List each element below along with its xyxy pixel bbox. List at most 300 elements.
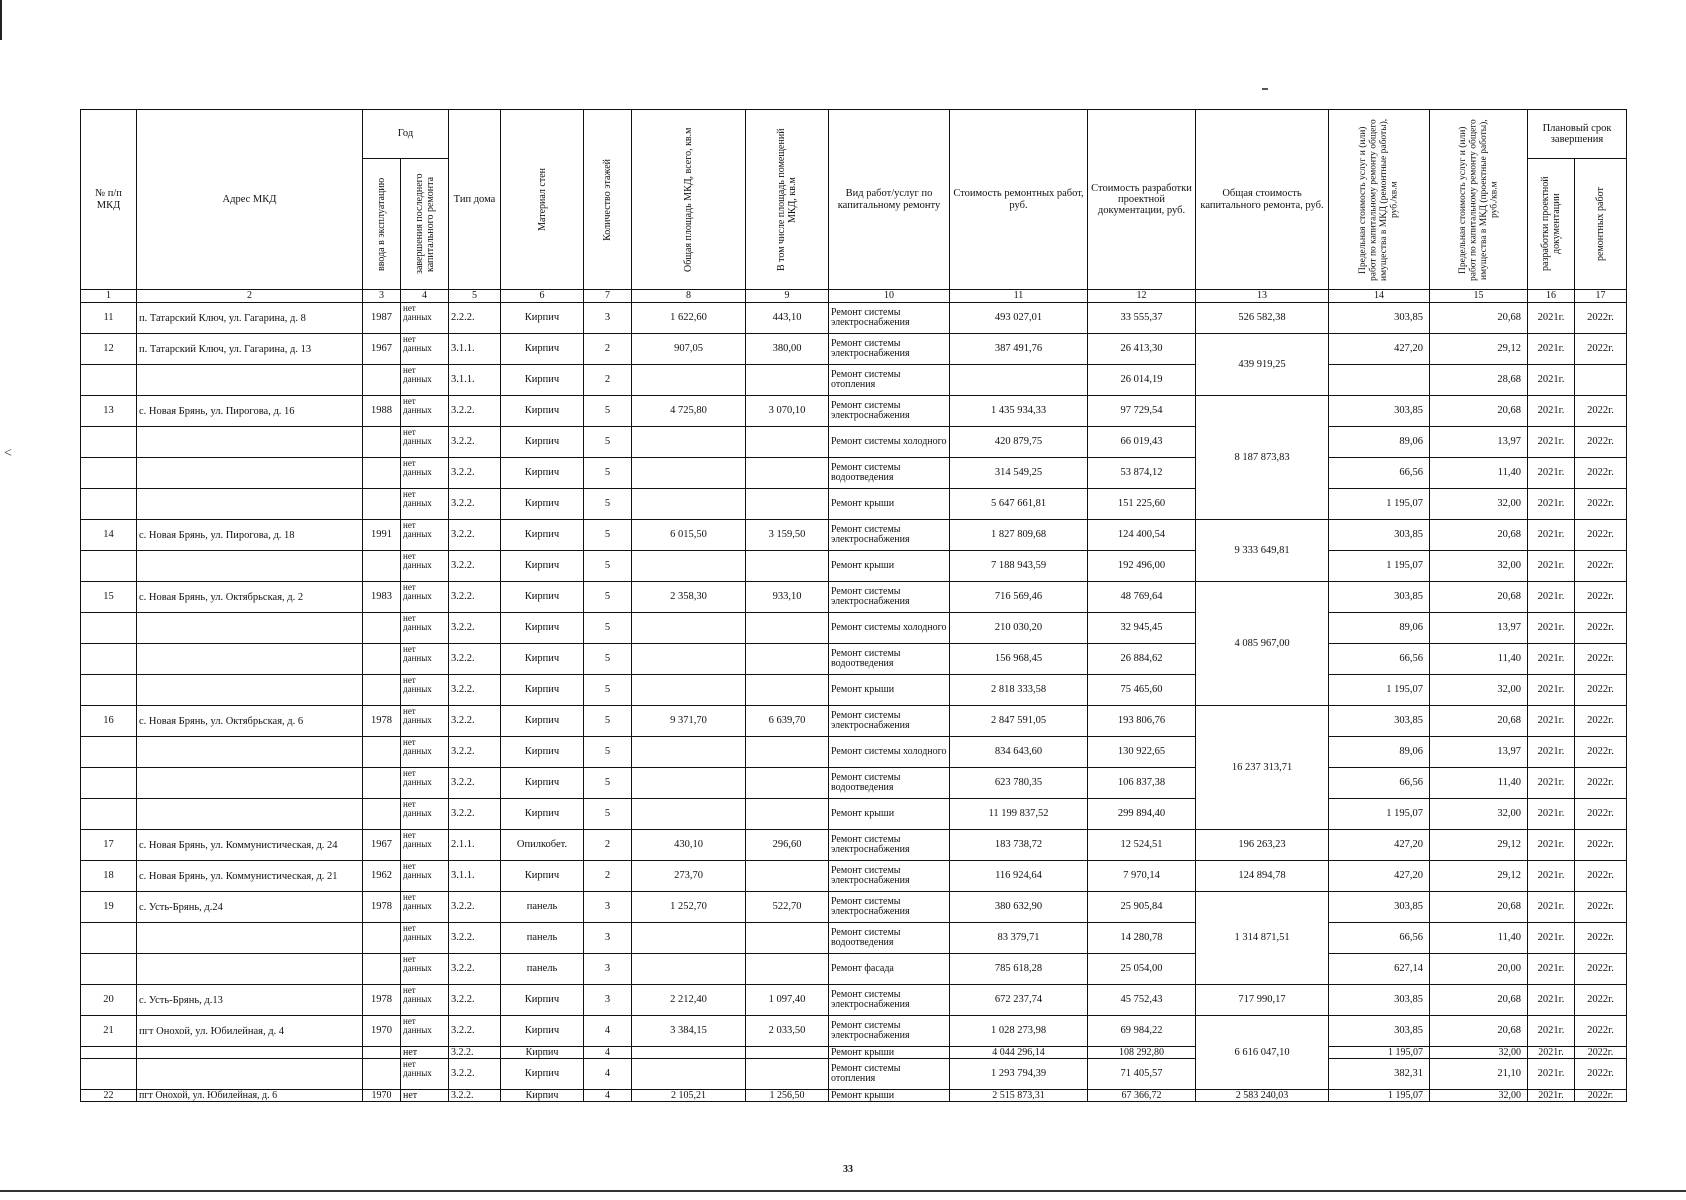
col-header-limit-design: Предельная стоимость услуг и (или) работ по капитальному ремонту общего имущества в МКД (проектные работы), руб./кв.м xyxy=(1430,110,1528,290)
premises-area-cell xyxy=(746,768,829,799)
address-cell xyxy=(137,1059,363,1090)
work-type-cell: Ремонт системы электроснабжения xyxy=(829,334,950,365)
table-row xyxy=(81,923,1627,954)
design-cost-cell: 192 496,00 xyxy=(1088,551,1196,582)
year-commission-cell xyxy=(363,613,401,644)
limit-design-cell: 28,68 xyxy=(1430,365,1528,396)
wall-material-cell: панель xyxy=(501,923,584,954)
limit-design-cell: 11,40 xyxy=(1430,644,1528,675)
table-body xyxy=(81,303,1627,1102)
address-cell: с. Новая Брянь, ул. Пирогова, д. 18 xyxy=(137,520,363,551)
floors-cell: 5 xyxy=(584,458,632,489)
repair-register-table xyxy=(80,109,1627,1102)
row-number: 20 xyxy=(81,985,137,1016)
design-cost-cell: 108 292,80 xyxy=(1088,1047,1196,1059)
repair-cost-cell: 5 647 661,81 xyxy=(950,489,1088,520)
row-number: 14 xyxy=(81,520,137,551)
repair-cost-cell: 4 044 296,14 xyxy=(950,1047,1088,1059)
floors-cell: 5 xyxy=(584,799,632,830)
wall-material-cell: Кирпич xyxy=(501,1047,584,1059)
address-cell: п. Татарский Ключ, ул. Гагарина, д. 8 xyxy=(137,303,363,334)
limit-design-cell: 21,10 xyxy=(1430,1059,1528,1090)
work-type-cell: Ремонт системы электроснабжения xyxy=(829,861,950,892)
house-type-cell: 3.2.2. xyxy=(449,582,501,613)
address-cell xyxy=(137,768,363,799)
limit-repair-cell: 627,14 xyxy=(1329,954,1430,985)
planned-repair-cell: 2022г. xyxy=(1575,892,1627,923)
total-cost-cell: 16 237 313,71 xyxy=(1196,706,1329,830)
col-header-planned-repair: ремонтных работ xyxy=(1575,159,1627,290)
floors-cell: 5 xyxy=(584,706,632,737)
design-cost-cell: 66 019,43 xyxy=(1088,427,1196,458)
total-area-cell xyxy=(632,1047,746,1059)
wall-material-cell: Кирпич xyxy=(501,985,584,1016)
wall-material-cell: панель xyxy=(501,954,584,985)
planned-repair-cell: 2022г. xyxy=(1575,1016,1627,1047)
table-row xyxy=(81,613,1627,644)
table-row xyxy=(81,985,1627,1016)
wall-material-cell: Кирпич xyxy=(501,458,584,489)
column-number: 1 xyxy=(81,290,137,303)
repair-cost-cell: 672 237,74 xyxy=(950,985,1088,1016)
premises-area-cell xyxy=(746,1047,829,1059)
year-commission-cell xyxy=(363,458,401,489)
address-cell: с. Новая Брянь, ул. Октябрьская, д. 6 xyxy=(137,706,363,737)
table-row xyxy=(81,458,1627,489)
column-number-row xyxy=(81,290,1627,303)
year-last-repair-cell: нет данных xyxy=(401,334,449,365)
year-commission-cell: 1962 xyxy=(363,861,401,892)
design-cost-cell: 53 874,12 xyxy=(1088,458,1196,489)
year-last-repair-cell: нет данных xyxy=(401,923,449,954)
planned-repair-cell: 2022г. xyxy=(1575,334,1627,365)
table-row xyxy=(81,768,1627,799)
limit-repair-cell: 303,85 xyxy=(1329,706,1430,737)
column-number: 7 xyxy=(584,290,632,303)
address-cell: п. Татарский Ключ, ул. Гагарина, д. 13 xyxy=(137,334,363,365)
row-number: 19 xyxy=(81,892,137,923)
address-cell xyxy=(137,737,363,768)
design-cost-cell: 25 905,84 xyxy=(1088,892,1196,923)
planned-repair-cell: 2022г. xyxy=(1575,675,1627,706)
floors-cell: 3 xyxy=(584,303,632,334)
limit-repair-cell: 66,56 xyxy=(1329,923,1430,954)
repair-cost-cell: 2 515 873,31 xyxy=(950,1090,1088,1102)
planned-design-cell: 2021г. xyxy=(1528,923,1575,954)
wall-material-cell: Кирпич xyxy=(501,861,584,892)
page-number: 33 xyxy=(843,1164,853,1175)
limit-design-cell: 11,40 xyxy=(1430,458,1528,489)
planned-design-cell: 2021г. xyxy=(1528,427,1575,458)
house-type-cell: 3.1.1. xyxy=(449,861,501,892)
planned-repair-cell: 2022г. xyxy=(1575,551,1627,582)
column-number: 8 xyxy=(632,290,746,303)
planned-design-cell: 2021г. xyxy=(1528,1047,1575,1059)
premises-area-cell: 2 033,50 xyxy=(746,1016,829,1047)
wall-material-cell: Кирпич xyxy=(501,551,584,582)
table-row xyxy=(81,1059,1627,1090)
planned-repair-cell: 2022г. xyxy=(1575,489,1627,520)
column-number: 12 xyxy=(1088,290,1196,303)
floors-cell: 3 xyxy=(584,954,632,985)
design-cost-cell: 67 366,72 xyxy=(1088,1090,1196,1102)
repair-cost-cell: 2 818 333,58 xyxy=(950,675,1088,706)
margin-mark: < xyxy=(4,446,12,461)
column-number: 15 xyxy=(1430,290,1528,303)
premises-area-cell: 6 639,70 xyxy=(746,706,829,737)
limit-design-cell: 20,68 xyxy=(1430,396,1528,427)
address-cell: пгт Онохой, ул. Юбилейная, д. 4 xyxy=(137,1016,363,1047)
row-number xyxy=(81,799,137,830)
floors-cell: 5 xyxy=(584,737,632,768)
planned-repair-cell xyxy=(1575,365,1627,396)
planned-repair-cell: 2022г. xyxy=(1575,861,1627,892)
table-row xyxy=(81,675,1627,706)
work-type-cell: Ремонт системы электроснабжения xyxy=(829,582,950,613)
year-last-repair-cell: нет данных xyxy=(401,706,449,737)
wall-material-cell: Кирпич xyxy=(501,675,584,706)
column-number: 6 xyxy=(501,290,584,303)
total-area-cell: 1 622,60 xyxy=(632,303,746,334)
limit-repair-cell: 89,06 xyxy=(1329,427,1430,458)
work-type-cell: Ремонт крыши xyxy=(829,799,950,830)
wall-material-cell: Кирпич xyxy=(501,768,584,799)
table-row xyxy=(81,706,1627,737)
wall-material-cell: Кирпич xyxy=(501,334,584,365)
design-cost-cell: 97 729,54 xyxy=(1088,396,1196,427)
planned-design-cell: 2021г. xyxy=(1528,861,1575,892)
address-cell: с. Новая Брянь, ул. Октябрьская, д. 2 xyxy=(137,582,363,613)
year-last-repair-cell: нет данных xyxy=(401,768,449,799)
row-number xyxy=(81,427,137,458)
repair-cost-cell: 1 293 794,39 xyxy=(950,1059,1088,1090)
address-cell xyxy=(137,613,363,644)
floors-cell: 5 xyxy=(584,644,632,675)
limit-repair-cell: 303,85 xyxy=(1329,520,1430,551)
limit-design-cell: 20,68 xyxy=(1430,1016,1528,1047)
repair-cost-cell: 156 968,45 xyxy=(950,644,1088,675)
planned-repair-cell: 2022г. xyxy=(1575,830,1627,861)
limit-repair-cell: 1 195,07 xyxy=(1329,1090,1430,1102)
premises-area-cell xyxy=(746,613,829,644)
column-number: 13 xyxy=(1196,290,1329,303)
planned-repair-cell: 2022г. xyxy=(1575,954,1627,985)
limit-repair-cell: 1 195,07 xyxy=(1329,675,1430,706)
work-type-cell: Ремонт системы электроснабжения xyxy=(829,520,950,551)
limit-design-cell: 32,00 xyxy=(1430,1090,1528,1102)
planned-repair-cell: 2022г. xyxy=(1575,427,1627,458)
year-commission-cell xyxy=(363,737,401,768)
house-type-cell: 3.2.2. xyxy=(449,768,501,799)
total-area-cell: 6 015,50 xyxy=(632,520,746,551)
col-header-planned: Плановый срок завершения xyxy=(1528,110,1627,159)
year-commission-cell xyxy=(363,644,401,675)
work-type-cell: Ремонт крыши xyxy=(829,1047,950,1059)
address-cell xyxy=(137,551,363,582)
row-number: 17 xyxy=(81,830,137,861)
work-type-cell: Ремонт системы водоотведения xyxy=(829,458,950,489)
floors-cell: 2 xyxy=(584,365,632,396)
planned-repair-cell: 2022г. xyxy=(1575,458,1627,489)
house-type-cell: 3.2.2. xyxy=(449,954,501,985)
table-row xyxy=(81,1090,1627,1102)
address-cell xyxy=(137,489,363,520)
planned-repair-cell: 2022г. xyxy=(1575,303,1627,334)
planned-design-cell: 2021г. xyxy=(1528,892,1575,923)
scan-speck xyxy=(1262,88,1268,90)
planned-design-cell: 2021г. xyxy=(1528,334,1575,365)
total-area-cell xyxy=(632,923,746,954)
table-row xyxy=(81,830,1627,861)
wall-material-cell: панель xyxy=(501,892,584,923)
year-last-repair-cell: нет данных xyxy=(401,489,449,520)
planned-repair-cell: 2022г. xyxy=(1575,737,1627,768)
year-commission-cell xyxy=(363,1047,401,1059)
col-header-repair-cost: Стоимость ремонтных работ, руб. xyxy=(950,110,1088,290)
row-number xyxy=(81,768,137,799)
limit-design-cell: 13,97 xyxy=(1430,427,1528,458)
total-area-cell xyxy=(632,613,746,644)
floors-cell: 3 xyxy=(584,985,632,1016)
column-number: 5 xyxy=(449,290,501,303)
premises-area-cell: 3 070,10 xyxy=(746,396,829,427)
row-number: 11 xyxy=(81,303,137,334)
limit-design-cell: 20,68 xyxy=(1430,706,1528,737)
limit-design-cell: 20,68 xyxy=(1430,985,1528,1016)
planned-repair-cell: 2022г. xyxy=(1575,1090,1627,1102)
planned-repair-cell: 2022г. xyxy=(1575,1047,1627,1059)
row-number xyxy=(81,737,137,768)
floors-cell: 5 xyxy=(584,489,632,520)
scan-bottom-edge xyxy=(0,1190,1686,1192)
repair-cost-cell: 623 780,35 xyxy=(950,768,1088,799)
limit-repair-cell: 66,56 xyxy=(1329,768,1430,799)
col-header-floors: Количество этажей xyxy=(584,110,632,290)
limit-repair-cell: 66,56 xyxy=(1329,644,1430,675)
premises-area-cell: 3 159,50 xyxy=(746,520,829,551)
design-cost-cell: 71 405,57 xyxy=(1088,1059,1196,1090)
wall-material-cell: Кирпич xyxy=(501,644,584,675)
planned-design-cell: 2021г. xyxy=(1528,1090,1575,1102)
repair-cost-cell: 210 030,20 xyxy=(950,613,1088,644)
design-cost-cell: 33 555,37 xyxy=(1088,303,1196,334)
repair-cost-cell: 2 847 591,05 xyxy=(950,706,1088,737)
year-commission-cell: 1978 xyxy=(363,706,401,737)
premises-area-cell: 933,10 xyxy=(746,582,829,613)
table-row xyxy=(81,954,1627,985)
limit-repair-cell: 303,85 xyxy=(1329,396,1430,427)
wall-material-cell: Кирпич xyxy=(501,582,584,613)
limit-repair-cell: 427,20 xyxy=(1329,861,1430,892)
house-type-cell: 3.2.2. xyxy=(449,1047,501,1059)
work-type-cell: Ремонт системы электроснабжения xyxy=(829,830,950,861)
premises-area-cell: 1 256,50 xyxy=(746,1090,829,1102)
floors-cell: 4 xyxy=(584,1059,632,1090)
header-row-1 xyxy=(81,110,1627,159)
year-commission-cell xyxy=(363,768,401,799)
col-header-total-cost: Общая стоимость капитального ремонта, руб. xyxy=(1196,110,1329,290)
limit-design-cell: 32,00 xyxy=(1430,489,1528,520)
row-number xyxy=(81,1047,137,1059)
year-commission-cell xyxy=(363,923,401,954)
house-type-cell: 3.2.2. xyxy=(449,706,501,737)
year-last-repair-cell: нет данных xyxy=(401,1059,449,1090)
year-last-repair-cell: нет данных xyxy=(401,427,449,458)
address-cell xyxy=(137,458,363,489)
floors-cell: 2 xyxy=(584,830,632,861)
planned-design-cell: 2021г. xyxy=(1528,365,1575,396)
year-commission-cell xyxy=(363,675,401,706)
wall-material-cell: Кирпич xyxy=(501,613,584,644)
house-type-cell: 3.2.2. xyxy=(449,613,501,644)
col-header-n: № п/п МКД xyxy=(81,110,137,290)
house-type-cell: 3.2.2. xyxy=(449,923,501,954)
repair-cost-cell: 420 879,75 xyxy=(950,427,1088,458)
work-type-cell: Ремонт системы холодного xyxy=(829,737,950,768)
year-commission-cell xyxy=(363,799,401,830)
row-number xyxy=(81,675,137,706)
work-type-cell: Ремонт системы водоотведения xyxy=(829,644,950,675)
work-type-cell: Ремонт системы водоотведения xyxy=(829,923,950,954)
repair-cost-cell: 83 379,71 xyxy=(950,923,1088,954)
row-number xyxy=(81,923,137,954)
premises-area-cell xyxy=(746,365,829,396)
premises-area-cell xyxy=(746,861,829,892)
floors-cell: 5 xyxy=(584,520,632,551)
table-row xyxy=(81,892,1627,923)
row-number xyxy=(81,613,137,644)
floors-cell: 5 xyxy=(584,427,632,458)
col-header-address: Адрес МКД xyxy=(137,110,363,290)
wall-material-cell: Кирпич xyxy=(501,706,584,737)
wall-material-cell: Кирпич xyxy=(501,799,584,830)
design-cost-cell: 193 806,76 xyxy=(1088,706,1196,737)
repair-cost-cell: 1 435 934,33 xyxy=(950,396,1088,427)
row-number: 12 xyxy=(81,334,137,365)
planned-repair-cell: 2022г. xyxy=(1575,644,1627,675)
planned-repair-cell: 2022г. xyxy=(1575,706,1627,737)
table-row xyxy=(81,1016,1627,1047)
floors-cell: 5 xyxy=(584,675,632,706)
limit-design-cell: 20,68 xyxy=(1430,892,1528,923)
col-header-limit-repair: Предельная стоимость услуг и (или) работ по капитальному ремонту общего имущества в МКД (ремонтные работы), руб./кв.м xyxy=(1329,110,1430,290)
year-commission-cell xyxy=(363,954,401,985)
row-number xyxy=(81,458,137,489)
limit-design-cell: 29,12 xyxy=(1430,830,1528,861)
year-commission-cell xyxy=(363,551,401,582)
year-commission-cell: 1970 xyxy=(363,1016,401,1047)
premises-area-cell: 522,70 xyxy=(746,892,829,923)
limit-repair-cell: 66,56 xyxy=(1329,458,1430,489)
limit-design-cell: 13,97 xyxy=(1430,737,1528,768)
work-type-cell: Ремонт системы холодного xyxy=(829,613,950,644)
total-area-cell xyxy=(632,1059,746,1090)
planned-design-cell: 2021г. xyxy=(1528,303,1575,334)
address-cell: с. Новая Брянь, ул. Коммунистическая, д. 21 xyxy=(137,861,363,892)
year-last-repair-cell: нет данных xyxy=(401,737,449,768)
design-cost-cell: 75 465,60 xyxy=(1088,675,1196,706)
floors-cell: 4 xyxy=(584,1090,632,1102)
year-last-repair-cell: нет данных xyxy=(401,644,449,675)
total-area-cell: 3 384,15 xyxy=(632,1016,746,1047)
table-row xyxy=(81,334,1627,365)
total-area-cell xyxy=(632,489,746,520)
total-cost-cell: 526 582,38 xyxy=(1196,303,1329,334)
row-number xyxy=(81,489,137,520)
table-row xyxy=(81,489,1627,520)
total-area-cell: 2 212,40 xyxy=(632,985,746,1016)
design-cost-cell: 12 524,51 xyxy=(1088,830,1196,861)
total-cost-cell: 1 314 871,51 xyxy=(1196,892,1329,985)
work-type-cell: Ремонт крыши xyxy=(829,551,950,582)
limit-design-cell: 20,68 xyxy=(1430,582,1528,613)
work-type-cell: Ремонт системы водоотведения xyxy=(829,768,950,799)
total-cost-cell: 124 894,78 xyxy=(1196,861,1329,892)
repair-cost-cell: 7 188 943,59 xyxy=(950,551,1088,582)
repair-cost-cell: 785 618,28 xyxy=(950,954,1088,985)
year-last-repair-cell: нет данных xyxy=(401,613,449,644)
limit-repair-cell: 1 195,07 xyxy=(1329,799,1430,830)
row-number: 13 xyxy=(81,396,137,427)
limit-repair-cell: 89,06 xyxy=(1329,737,1430,768)
table-row xyxy=(81,644,1627,675)
row-number: 21 xyxy=(81,1016,137,1047)
design-cost-cell: 48 769,64 xyxy=(1088,582,1196,613)
limit-design-cell: 32,00 xyxy=(1430,551,1528,582)
limit-design-cell: 32,00 xyxy=(1430,675,1528,706)
total-area-cell: 2 105,21 xyxy=(632,1090,746,1102)
address-cell xyxy=(137,427,363,458)
house-type-cell: 2.2.2. xyxy=(449,303,501,334)
work-type-cell: Ремонт крыши xyxy=(829,675,950,706)
planned-design-cell: 2021г. xyxy=(1528,489,1575,520)
year-commission-cell: 1983 xyxy=(363,582,401,613)
planned-repair-cell: 2022г. xyxy=(1575,582,1627,613)
row-number: 15 xyxy=(81,582,137,613)
design-cost-cell: 106 837,38 xyxy=(1088,768,1196,799)
total-cost-cell: 9 333 649,81 xyxy=(1196,520,1329,582)
premises-area-cell xyxy=(746,458,829,489)
column-number: 11 xyxy=(950,290,1088,303)
planned-repair-cell: 2022г. xyxy=(1575,1059,1627,1090)
year-last-repair-cell: нет данных xyxy=(401,551,449,582)
floors-cell: 3 xyxy=(584,892,632,923)
table-row xyxy=(81,303,1627,334)
design-cost-cell: 26 014,19 xyxy=(1088,365,1196,396)
design-cost-cell: 7 970,14 xyxy=(1088,861,1196,892)
limit-repair-cell: 303,85 xyxy=(1329,985,1430,1016)
col-header-wall-material: Материал стен xyxy=(501,110,584,290)
house-type-cell: 3.2.2. xyxy=(449,489,501,520)
planned-repair-cell: 2022г. xyxy=(1575,985,1627,1016)
year-commission-cell: 1970 xyxy=(363,1090,401,1102)
total-area-cell: 2 358,30 xyxy=(632,582,746,613)
column-number: 16 xyxy=(1528,290,1575,303)
limit-repair-cell: 303,85 xyxy=(1329,892,1430,923)
wall-material-cell: Кирпич xyxy=(501,365,584,396)
floors-cell: 4 xyxy=(584,1016,632,1047)
floors-cell: 5 xyxy=(584,551,632,582)
limit-design-cell: 29,12 xyxy=(1430,334,1528,365)
planned-repair-cell: 2022г. xyxy=(1575,799,1627,830)
row-number xyxy=(81,1059,137,1090)
design-cost-cell: 151 225,60 xyxy=(1088,489,1196,520)
row-number xyxy=(81,365,137,396)
column-number: 10 xyxy=(829,290,950,303)
premises-area-cell xyxy=(746,737,829,768)
house-type-cell: 3.2.2. xyxy=(449,737,501,768)
year-commission-cell xyxy=(363,365,401,396)
